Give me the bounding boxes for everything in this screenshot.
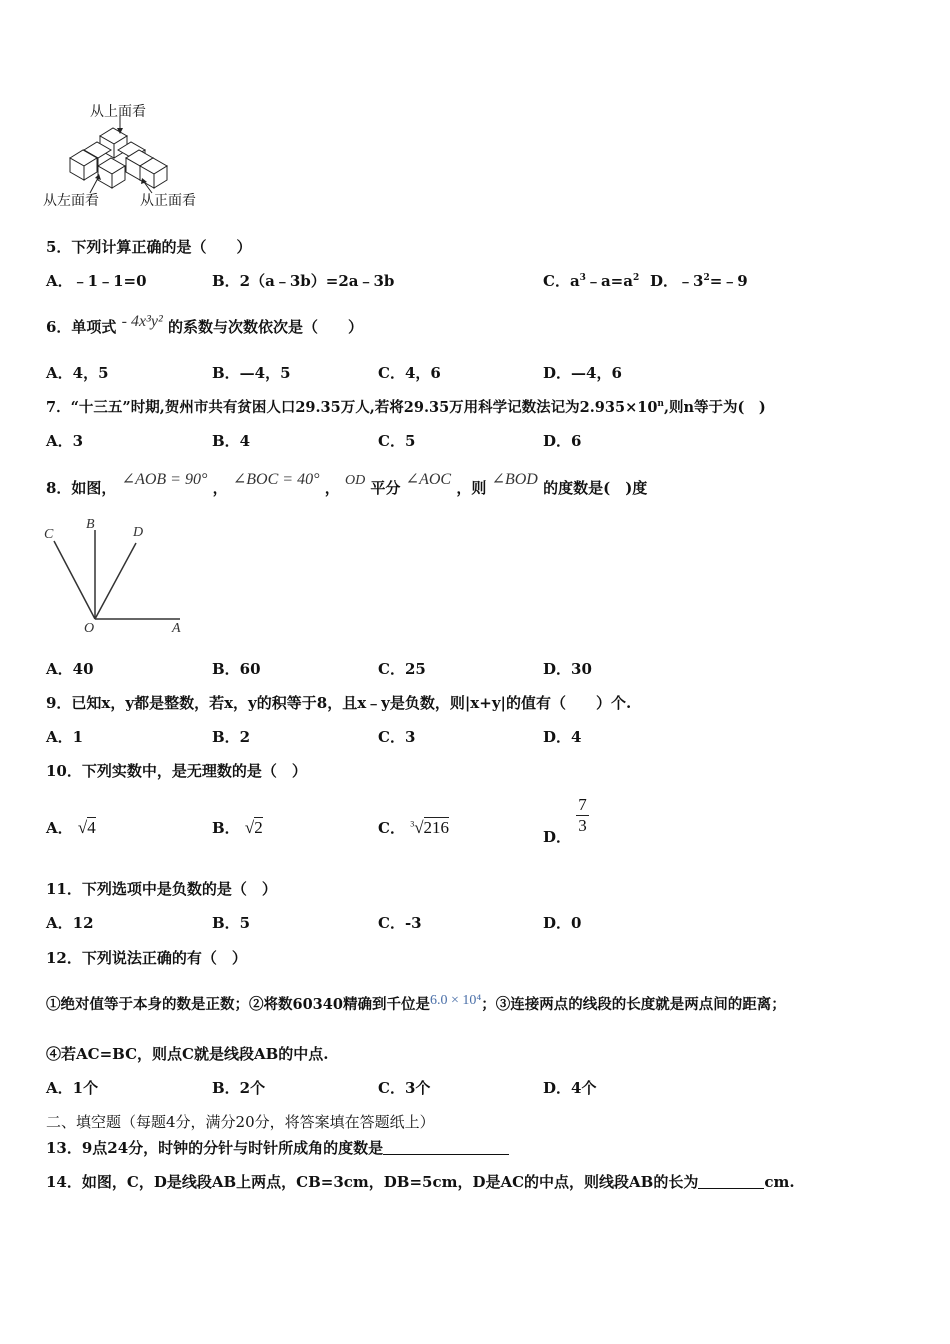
fig-label-b: B [86,517,95,532]
q5-option-a[interactable]: A．﹣1﹣1=0 [46,272,147,290]
q8-text-bisect: 平分 [370,479,401,497]
q8-expr-aob: ∠AOB = 90° [121,471,208,488]
q11-option-a[interactable]: A．12 [46,914,94,932]
q5-option-d-pre: D．﹣3 [650,272,704,290]
q6-option-c[interactable]: C．4，6 [378,364,441,382]
q12-stem: 12．下列说法正确的有（ ） [46,949,247,967]
q6-option-d[interactable]: D．—4，6 [543,364,622,382]
q14-answer-blank[interactable] [698,1174,764,1189]
q10-option-d-label: D． [543,827,572,846]
q9-option-d[interactable]: D．4 [543,728,582,746]
q10-option-a-radicand: 4 [87,818,96,837]
q10-option-b-radicand: 2 [254,818,263,837]
q8-expr-od: OD [344,473,366,488]
q8-option-b[interactable]: B．60 [212,660,261,678]
q7-option-b[interactable]: B．4 [212,432,251,450]
q7-stem-post: ,则n等于为( ) [663,399,766,416]
q9-stem: 9．已知x，y都是整数，若x，y的积等于8，且x﹣y是负数，则|x+y|的值有（ ）个. [46,694,632,712]
q10-option-d-numerator: 7 [578,795,587,814]
fig-label-a: A [172,621,181,636]
q10-option-b[interactable] [212,817,263,838]
q12-option-c[interactable]: C．3个 [378,1079,431,1097]
q6-option-b[interactable]: B．—4，5 [212,364,291,382]
q5-option-c-sup2: 2 [632,273,640,283]
q10-stem: 10．下列实数中，是无理数的是（ ） [46,762,307,780]
q6-stem [46,310,364,336]
q14-stem-text: 14．如图，C，D是线段AB上两点，CB=3cm，DB=5cm，D是AC的中点，则线段AB的长为 [46,1173,699,1191]
q5-option-d[interactable] [650,270,748,291]
q8-option-d[interactable]: D．30 [543,660,592,678]
q10-option-b-radical: √2 [244,818,263,837]
q11-option-c[interactable]: C．-3 [378,914,422,932]
q8-expr-aoc: ∠AOC [405,471,452,488]
q6-stem-pre: 6．单项式 [46,318,117,336]
q10-option-a-radical: √4 [77,818,96,837]
q11-option-d[interactable]: D．0 [543,914,582,932]
fig-label-o: O [84,621,95,636]
fig-label-d: D [133,525,144,540]
q8-option-c[interactable]: C．25 [378,660,426,678]
q10-option-d-denominator: 3 [578,816,587,835]
q5-option-c[interactable] [543,270,639,291]
angle-rays-drawing [40,515,190,640]
q5-option-b[interactable]: B．2（a﹣3b）=2a﹣3b [212,272,395,290]
q8-expr-bod: ∠BOD [491,471,538,488]
q10-option-c-radicand: 216 [423,818,450,837]
cube-figure [40,98,210,213]
q12-statement-line2: ④若AC=BC，则点C就是线段AB的中点. [46,1045,329,1063]
q5-option-c-sup1: 3 [579,273,586,283]
q7-stem-pre: 7．“十三五”时期,贺州市共有贫困人口29.35万人,若将29.35万用科学记数法记为2.935×10 [46,399,658,416]
q8-sep1: ， [212,479,228,497]
q7-stem-sup: n [657,399,664,410]
q11-stem: 11．下列选项中是负数的是（ ） [46,880,277,898]
q13-answer-blank[interactable] [383,1140,509,1155]
q8-text-then: ，则 [456,479,487,497]
label-left-view: 从左面看 [43,193,99,209]
q5-option-c-pre: C．a [543,272,580,290]
q5-option-d-post: =﹣9 [709,272,748,290]
q10-option-c-radical: $^3$√216 [410,818,450,837]
q8-expr-boc: ∠BOC = 40° [232,471,320,488]
q11-option-b[interactable]: B．5 [212,914,251,932]
q10-option-d[interactable] [543,795,589,846]
q8-text-degree: 的度数是( )度 [543,479,648,497]
q10-option-c-label: C． [378,819,405,837]
q14-stem-unit: cm. [764,1173,795,1191]
q12-option-d[interactable]: D．4个 [543,1079,597,1097]
q5-stem: 5．下列计算正确的是（ ） [46,238,252,256]
q10-option-b-label: B． [212,819,240,837]
q9-option-a[interactable]: A．1 [46,728,84,746]
label-top-view: 从上面看 [90,104,146,120]
q12-option-a[interactable]: A．1个 [46,1079,99,1097]
q9-option-c[interactable]: C．3 [378,728,416,746]
q6-option-a[interactable]: A．4，5 [46,364,109,382]
label-front-view: 从正面看 [140,193,196,209]
q6-stem-post: 的系数与次数依次是（ ） [168,318,364,336]
q14-stem [46,1171,795,1192]
q12-statement-line1 [46,988,786,1013]
q12-line1-post: ；③连接两点的线段的长度就是两点间的距离； [481,996,786,1013]
q5-option-c-mid: ﹣a=a [585,272,633,290]
angle-figure [40,515,190,640]
fig-label-c: C [44,527,54,542]
q9-option-b[interactable]: B．2 [212,728,251,746]
q10-option-c-index: 3 [410,819,415,829]
q10-option-d-fraction [576,795,589,836]
q5-option-d-sup: 2 [703,273,710,283]
q12-option-b[interactable]: B．2个 [212,1079,266,1097]
q12-line1-expression: 6.0 × 10⁴ [429,993,482,1008]
q8-option-a[interactable]: A．40 [46,660,94,678]
q8-stem-pre: 8．如图， [46,479,117,497]
q10-option-a-label: A． [46,819,73,837]
q7-stem [46,396,766,417]
q12-line1-pre: ①绝对值等于本身的数是正数；②将数60340精确到千位是 [46,996,430,1013]
q7-option-d[interactable]: D．6 [543,432,582,450]
section2-heading: 二、填空题（每题4分，满分20分，将答案填在答题纸上） [46,1113,435,1131]
q10-option-a[interactable] [46,817,96,838]
q7-option-a[interactable]: A．3 [46,432,84,450]
q7-option-c[interactable]: C．5 [378,432,416,450]
q8-stem [46,468,648,497]
q6-expression: - 4x³y² [121,313,163,330]
q13-stem [46,1137,509,1158]
q10-option-c[interactable] [378,817,449,838]
q8-sep2: ， [324,479,340,497]
q13-stem-text: 13．9点24分，时钟的分针与时针所成角的度数是 [46,1139,384,1157]
